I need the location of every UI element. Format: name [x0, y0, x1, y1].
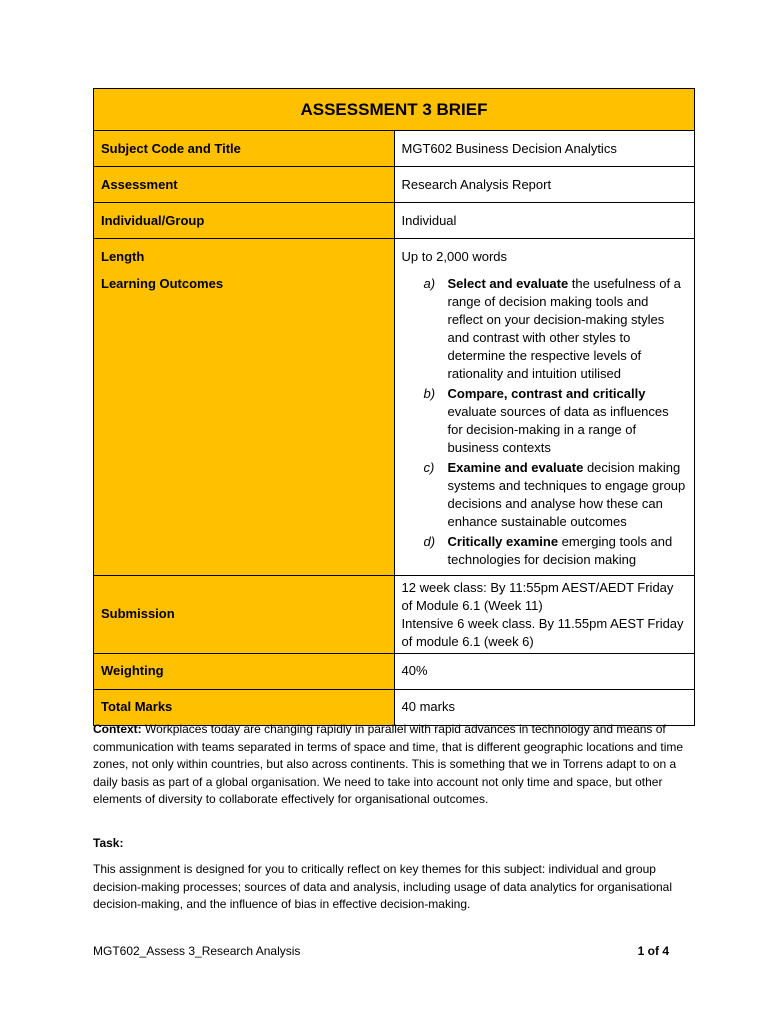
footer-page-number: 1 of 4: [637, 944, 669, 958]
outcome-marker: b): [423, 385, 436, 401]
total-marks-value: 40 marks: [394, 689, 695, 725]
context-text: Workplaces today are changing rapidly in parallel with rapid advances in technology and means of communication with teams separated in terms of space and time, that is different geographic locations and time zones, not only within countries, but also across continents. This is something that we in Torrens adapt to on a daily basis as part of a global organisation. We need to take into account not only time and space, but other elements of diversity to collaborate effectively for organisational outcomes.: [93, 722, 684, 806]
context-label: Context:: [93, 722, 142, 736]
assessment-label: Assessment: [94, 167, 395, 203]
total-marks-label: Total Marks: [94, 689, 395, 725]
task-heading: Task:: [93, 836, 124, 850]
outcome-marker: c): [423, 459, 435, 475]
learning-outcomes-list-cell: [394, 275, 695, 576]
outcome-bold: Compare, contrast and critically: [447, 385, 646, 401]
learning-outcomes-label: Learning Outcomes: [94, 275, 395, 576]
learning-outcome-item: [402, 385, 688, 457]
submission-line-12-week: 12 week class: By 11:55pm AEST/AEDT Friday of Module 6.1 (Week 11): [401, 579, 674, 613]
outcome-bold: Critically examine: [447, 533, 559, 549]
length-value: Up to 2,000 words: [394, 239, 695, 275]
footer-document-name: MGT602_Assess 3_Research Analysis: [93, 944, 301, 958]
subject-value: MGT602 Business Decision Analytics: [394, 131, 695, 167]
learning-outcome-item: [402, 533, 688, 569]
outcome-marker: d): [423, 533, 436, 549]
submission-value: [394, 575, 695, 653]
submission-line-intensive: Intensive 6 week class. By 11.55pm AEST Friday of module 6.1 (week 6): [401, 615, 684, 649]
brief-title: ASSESSMENT 3 BRIEF: [94, 89, 695, 131]
outcome-bold: Select and evaluate: [447, 275, 569, 291]
assessment-brief-table: [93, 88, 695, 726]
submission-label: Submission: [94, 575, 395, 653]
outcome-text: emerging tools and technologies for decision making: [447, 533, 673, 567]
individual-group-value: Individual: [394, 203, 695, 239]
page-footer: [93, 944, 669, 958]
length-label: Length: [94, 239, 395, 275]
learning-outcomes-list: [402, 275, 688, 575]
assessment-value: Research Analysis Report: [394, 167, 695, 203]
weighting-value: 40%: [394, 653, 695, 689]
task-paragraph: This assignment is designed for you to critically reflect on key themes for this subject: individual and group decision-making processes; sources of data and analysis, including usage of data analytics for organisational decision-making, and the influence of bias in effective decision-making.: [93, 862, 672, 911]
outcome-text: evaluate sources of data as influences for decision-making in a range of business contexts: [447, 403, 669, 455]
learning-outcome-item: [402, 459, 688, 531]
outcome-bold: Examine and evaluate: [447, 459, 584, 475]
outcome-marker: a): [423, 275, 436, 291]
context-paragraph: [93, 721, 693, 809]
outcome-text: the usefulness of a range of decision making tools and reflect on your decision-making styles and contrast with other styles to determine the respective levels of rationality and intuition utilised: [447, 275, 681, 381]
weighting-label: Weighting: [94, 653, 395, 689]
learning-outcome-item: [402, 275, 688, 383]
individual-group-label: Individual/Group: [94, 203, 395, 239]
subject-label: Subject Code and Title: [94, 131, 395, 167]
outcome-text: decision making systems and techniques to engage group decisions and analyse how these can enhance sustainable outcomes: [447, 459, 686, 529]
